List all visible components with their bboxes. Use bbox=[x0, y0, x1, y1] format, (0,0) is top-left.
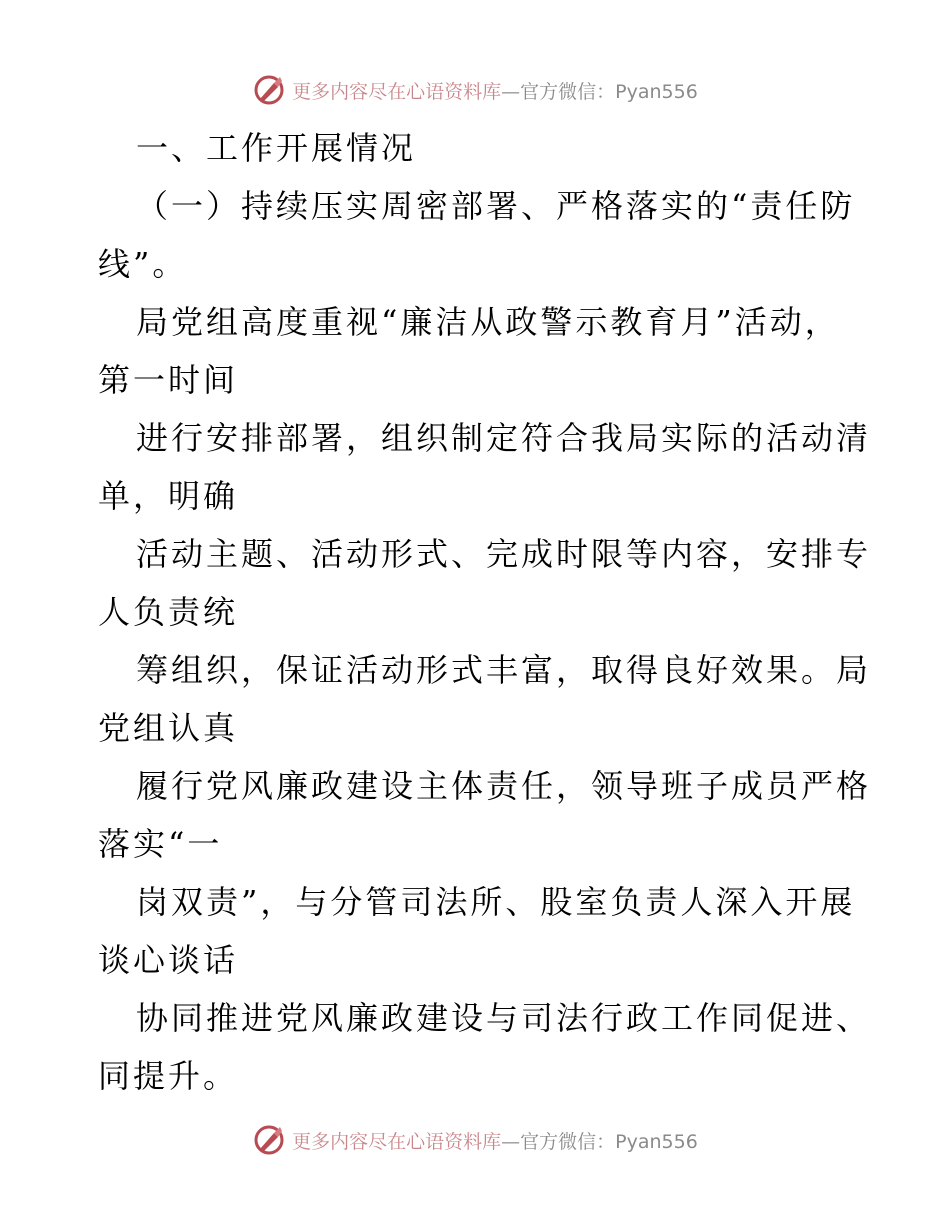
watermark-dash: — bbox=[501, 80, 521, 103]
watermark-dash: — bbox=[501, 1130, 521, 1153]
paragraph-line: 第一时间 bbox=[98, 361, 239, 399]
paragraph-line: 履行党风廉政建设主体责任，领导班子成员严格 bbox=[136, 767, 872, 805]
watermark-text bbox=[292, 77, 698, 104]
watermark-header bbox=[0, 70, 950, 110]
paragraph-line: 同提升。 bbox=[98, 1057, 239, 1095]
paragraph-line: 局党组高度重视“廉洁从政警示教育月”活动， bbox=[136, 303, 840, 341]
watermark-footer bbox=[0, 1120, 950, 1160]
paragraph-line: 岗双责”，与分管司法所、股室负责人深入开展 bbox=[136, 883, 856, 921]
paragraph-line: 单，明确 bbox=[98, 477, 239, 515]
subsection-heading: （一）持续压实周密部署、严格落实的“责任防 bbox=[136, 187, 856, 225]
watermark-main: 更多内容尽在心语资料库 bbox=[292, 1130, 502, 1153]
watermark-tail: 官方微信：Pyan556 bbox=[520, 1130, 698, 1153]
paragraph-line: 落实“一 bbox=[98, 825, 223, 863]
subsection-heading-cont: 线”。 bbox=[98, 245, 188, 283]
paragraph-line: 谈心谈话 bbox=[98, 941, 239, 979]
watermark-text bbox=[292, 1127, 698, 1154]
paragraph-line: 人负责统 bbox=[98, 593, 239, 631]
paragraph-line: 活动主题、活动形式、完成时限等内容，安排专 bbox=[136, 535, 872, 573]
pen-nib-icon bbox=[252, 73, 286, 107]
paragraph-line: 进行安排部署，组织制定符合我局实际的活动清 bbox=[136, 419, 872, 457]
paragraph-line: 协同推进党风廉政建设与司法行政工作同促进、 bbox=[136, 999, 872, 1037]
pen-nib-icon bbox=[252, 1123, 286, 1157]
section-heading: 一、工作开展情况 bbox=[136, 129, 417, 167]
paragraph-line: 党组认真 bbox=[98, 709, 239, 747]
paragraph-line: 筹组织，保证活动形式丰富，取得良好效果。局 bbox=[136, 651, 872, 689]
watermark-tail: 官方微信：Pyan556 bbox=[520, 80, 698, 103]
watermark-main: 更多内容尽在心语资料库 bbox=[292, 80, 502, 103]
